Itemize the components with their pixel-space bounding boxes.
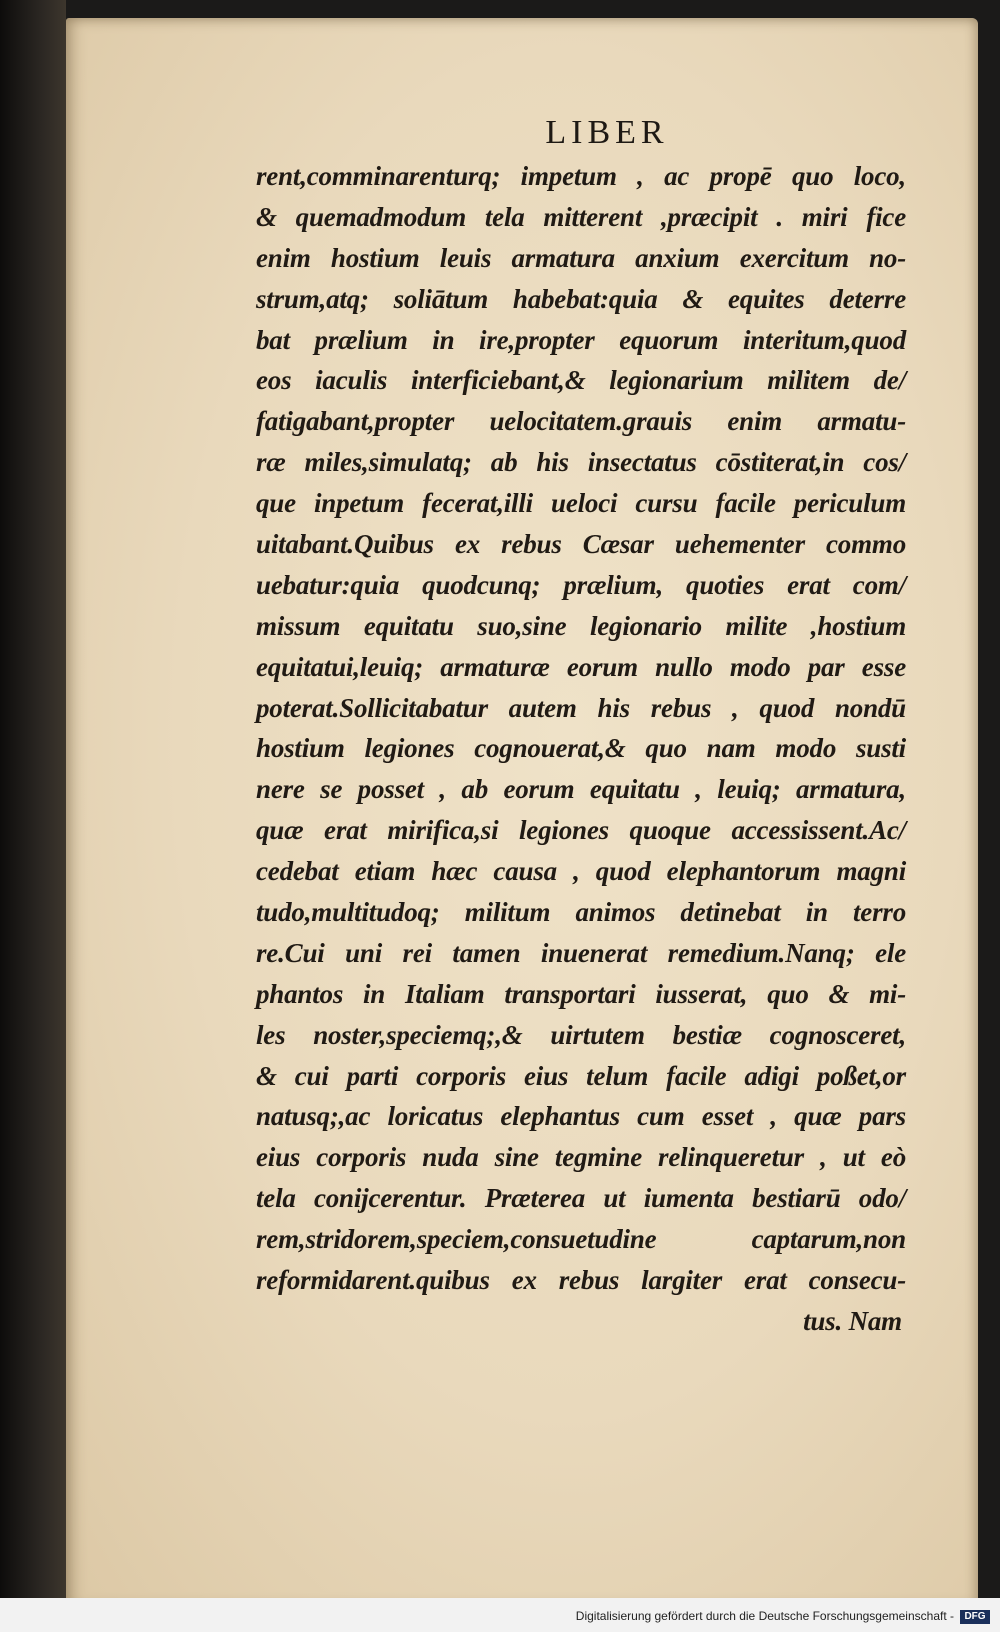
- text-line: tela conijcerentur. Præterea ut iumenta bestiarū odo/: [256, 1183, 906, 1214]
- book-binding-edge: [0, 0, 66, 1598]
- text-line: rent,comminarenturq; impetum , ac propē quo loco,: [256, 161, 906, 191]
- text-line: eius corporis nuda sine tegmine relinqueretur , ut eò: [256, 1142, 906, 1173]
- text-line: fatigabant,propter uelocitatem.grauis enim armatu-: [256, 406, 906, 437]
- text-line: missum equitatu suo,sine legionario milite ,hostium: [256, 610, 906, 641]
- text-line: natusq;,ac loricatus elephantus cum esset , quæ pars: [256, 1101, 906, 1132]
- text-line: tus. Nam: [803, 1305, 902, 1336]
- text-line: rem,stridorem,speciem,consuetudine captarum,non: [256, 1224, 906, 1255]
- text-line: & quemadmodum tela mitterent ,præcipit . miri fice: [256, 201, 906, 232]
- text-line: eos iaculis interficiebant,& legionarium militem de/: [256, 365, 906, 396]
- text-line: cedebat etiam hæc causa , quod elephantorum magni: [256, 856, 906, 887]
- text-line: nere se posset , ab eorum equitatu , leuiq; armatura,: [256, 774, 906, 805]
- text-line: tudo,multitudoq; militum animos detinebat in terro: [256, 897, 906, 928]
- text-line: uebatur:quia quodcunq; prælium, quoties erat com/: [256, 569, 906, 600]
- book-page: [66, 18, 978, 1608]
- running-head: LIBER: [545, 114, 669, 151]
- text-line: poterat.Sollicitabatur autem his rebus , quod nondū: [256, 692, 906, 723]
- text-line: equitatui,leuiq; armaturæ eorum nullo modo par esse: [256, 651, 906, 682]
- text-line: hostium legiones cognouerat,& quo nam modo susti: [256, 733, 906, 764]
- text-line: bat prælium in ire,propter equorum interitum,quod: [256, 324, 906, 355]
- text-line: & cui parti corporis eius telum facile adigi poßet,or: [256, 1060, 906, 1091]
- body-text: [256, 156, 906, 1342]
- text-line: reformidarent.quibus ex rebus largiter erat consecu-: [256, 1265, 906, 1296]
- text-line: que inpetum fecerat,illi ueloci cursu facile periculum: [256, 488, 906, 519]
- digitization-footer: [0, 1598, 1000, 1632]
- text-line: enim hostium leuis armatura anxium exercitum no-: [256, 242, 906, 273]
- dfg-logo: DFG: [960, 1610, 990, 1624]
- text-line: re.Cui uni rei tamen inuenerat remedium.Nanq; ele: [256, 937, 906, 968]
- text-line: phantos in Italiam transportari iusserat, quo & mi-: [256, 978, 906, 1009]
- text-line: les noster,speciemq;,& uirtutem bestiæ cognosceret,: [256, 1019, 906, 1050]
- text-line: quæ erat mirifica,si legiones quoque accessissent.Ac/: [256, 815, 906, 846]
- funding-credit: Digitalisierung gefördert durch die Deutsche Forschungsgemeinschaft -: [575, 1609, 954, 1623]
- text-line: strum,atq; soliātum habebat:quia & equites deterre: [256, 283, 906, 314]
- text-line: uitabant.Quibus ex rebus Cæsar uehementer commo: [256, 529, 906, 560]
- text-line: ræ miles,simulatq; ab his insectatus cōstiterat,in cos/: [256, 447, 906, 478]
